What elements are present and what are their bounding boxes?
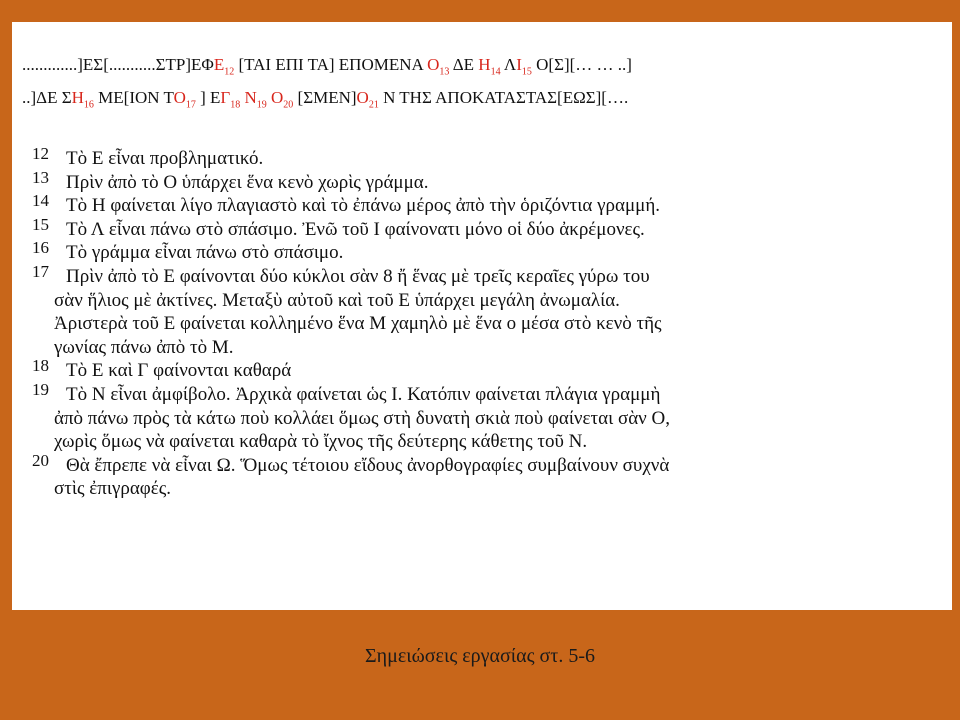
note-continuation — [20, 477, 935, 501]
notes-list — [20, 144, 935, 501]
highlighted-letter: Ο — [427, 55, 440, 74]
note-item — [20, 167, 935, 195]
note-text: ἀπὸ πάνω πρὸς τὰ κάτω ποὺ κολλάει ὅμως στὴ δυνατὴ σκιὰ ποὺ φαίνεται σὰν Ο, — [54, 407, 670, 429]
note-text: Τὸ Ε εἶναι προβληματικό. — [66, 148, 264, 169]
note-item — [20, 356, 935, 383]
note-text: Τὸ γράμμα εἶναι πάνω στὸ σπάσιμο. — [66, 242, 344, 264]
note-text: Ἀριστερὰ τοῦ Ε φαίνεται κολλημένο ἕνα Μ χαμηλὸ μὲ ἕνα ο μέσα στὸ κενὸ τῆς — [54, 313, 662, 335]
note-number: 19 — [32, 379, 49, 399]
note-continuation — [20, 289, 935, 313]
highlighted-letter: Ο — [173, 88, 186, 108]
highlighted-letter: Ε — [213, 55, 225, 74]
note-continuation — [20, 312, 935, 336]
note-item — [20, 144, 935, 171]
letter-note-ref: 14 — [490, 66, 501, 78]
note-text: Πρὶν ἀπὸ τὸ Ε φαίνονται δύο κύκλοι σὰν 8 ἤ ἕνας μὲ τρεῖς κεραῖες γύρω του — [66, 265, 650, 287]
letter-note-ref: 21 — [368, 99, 379, 111]
inscription-transcription — [22, 52, 937, 119]
note-item — [20, 450, 935, 478]
highlighted-letter: Ν — [244, 88, 257, 108]
highlighted-letter: Ι — [516, 55, 522, 74]
note-text: σὰν ἥλιος μὲ ἀκτίνες. Μεταξὺ αὐτοῦ καὶ τοῦ Ε ὑπάρχει μεγάλη ἀνωμαλία. — [54, 289, 620, 311]
note-number: 12 — [32, 144, 49, 163]
note-number: 17 — [32, 261, 49, 281]
note-continuation — [20, 336, 935, 360]
note-number: 14 — [32, 191, 49, 211]
letter-note-ref: 20 — [283, 99, 294, 111]
note-number: 13 — [32, 167, 49, 187]
note-number: 16 — [32, 238, 49, 258]
note-text: γωνίας πάνω ἀπὸ τὸ Μ. — [54, 336, 234, 358]
letter-note-ref: 15 — [521, 66, 532, 78]
note-item — [20, 379, 935, 407]
note-text: Τὸ Ε καὶ Γ φαίνονται καθαρά — [66, 360, 292, 382]
transcription-text: [ΣΜΕΝ] — [293, 88, 357, 108]
note-item — [20, 238, 935, 265]
highlighted-letter: Γ — [220, 88, 231, 108]
note-item — [20, 261, 935, 289]
note-text: Τὸ Ν εἶναι ἀμφίβολο. Ἀρχικὰ φαίνεται ὡς Ι. Κατόπιν φαίνεται πλάγια γραμμὴ — [66, 383, 661, 405]
note-item — [20, 191, 935, 218]
letter-note-ref: 17 — [185, 99, 196, 111]
transcription-line-1 — [22, 52, 937, 85]
note-continuation — [20, 407, 935, 431]
highlighted-letter: Ο — [271, 88, 284, 108]
highlighted-letter: Η — [71, 88, 84, 108]
note-text: Πρὶν ἀπὸ τὸ Ο ὑπάρχει ἕνα κενὸ χωρὶς γράμμα. — [66, 171, 429, 193]
slide-caption: Σημειώσεις εργασίας στ. 5-6 — [365, 645, 595, 667]
transcription-text: ..]ΔΕ Σ — [22, 88, 72, 108]
transcription-text: Ο[Σ][… … ..] — [531, 55, 632, 74]
letter-note-ref: 18 — [230, 99, 241, 111]
letter-note-ref: 16 — [83, 99, 94, 111]
note-continuation — [20, 430, 935, 454]
letter-note-ref: 12 — [224, 66, 235, 78]
transcription-text: ΜΕ[ΙΟΝ Τ — [93, 88, 174, 108]
note-text: χωρὶς ὅμως νὰ φαίνεται καθαρὰ τὸ ἴχνος τῆς δεύτερης κάθετης τοῦ Ν. — [54, 431, 588, 453]
highlighted-letter: Η — [478, 55, 491, 74]
transcription-line-2 — [22, 85, 937, 118]
note-text: στὶς ἐπιγραφές. — [54, 478, 171, 500]
highlighted-letter: Ο — [356, 88, 369, 108]
transcription-text: Λ — [500, 55, 517, 74]
note-item — [20, 214, 935, 242]
note-number: 15 — [32, 214, 49, 234]
note-text: Τὸ Η φαίνεται λίγο πλαγιαστὸ καὶ τὸ ἐπάνω μέρος ἀπὸ τὴν ὁριζόντια γραμμή. — [66, 195, 661, 217]
note-number: 20 — [32, 450, 49, 470]
letter-note-ref: 13 — [439, 66, 450, 78]
letter-note-ref: 19 — [256, 99, 267, 111]
transcription-text: [ΤΑΙ ΕΠΙ ΤΑ] ΕΠΟΜΕΝΑ — [234, 55, 428, 74]
transcription-text: ] Ε — [195, 88, 221, 108]
note-text: Θὰ ἔπρεπε νὰ εἶναι Ω. Ὅμως τέτοιου εἴδους ἀνορθογραφίες συμβαίνουν συχνὰ — [66, 454, 670, 476]
transcription-text: ΔΕ — [449, 55, 479, 74]
transcription-text: Ν ΤΗΣ ΑΠΟΚΑΤΑΣΤΑΣ[ΕΩΣ][…. — [378, 88, 629, 108]
note-text: Τὸ Λ εἶναι πάνω στὸ σπάσιμο. Ἐνῶ τοῦ Ι φαίνονατι μόνο οἱ δύο ἀκρέμονες. — [66, 218, 645, 240]
transcription-text: .............]ΕΣ[...........ΣΤΡ]ΕΦ — [22, 55, 214, 74]
note-number: 18 — [32, 356, 49, 376]
